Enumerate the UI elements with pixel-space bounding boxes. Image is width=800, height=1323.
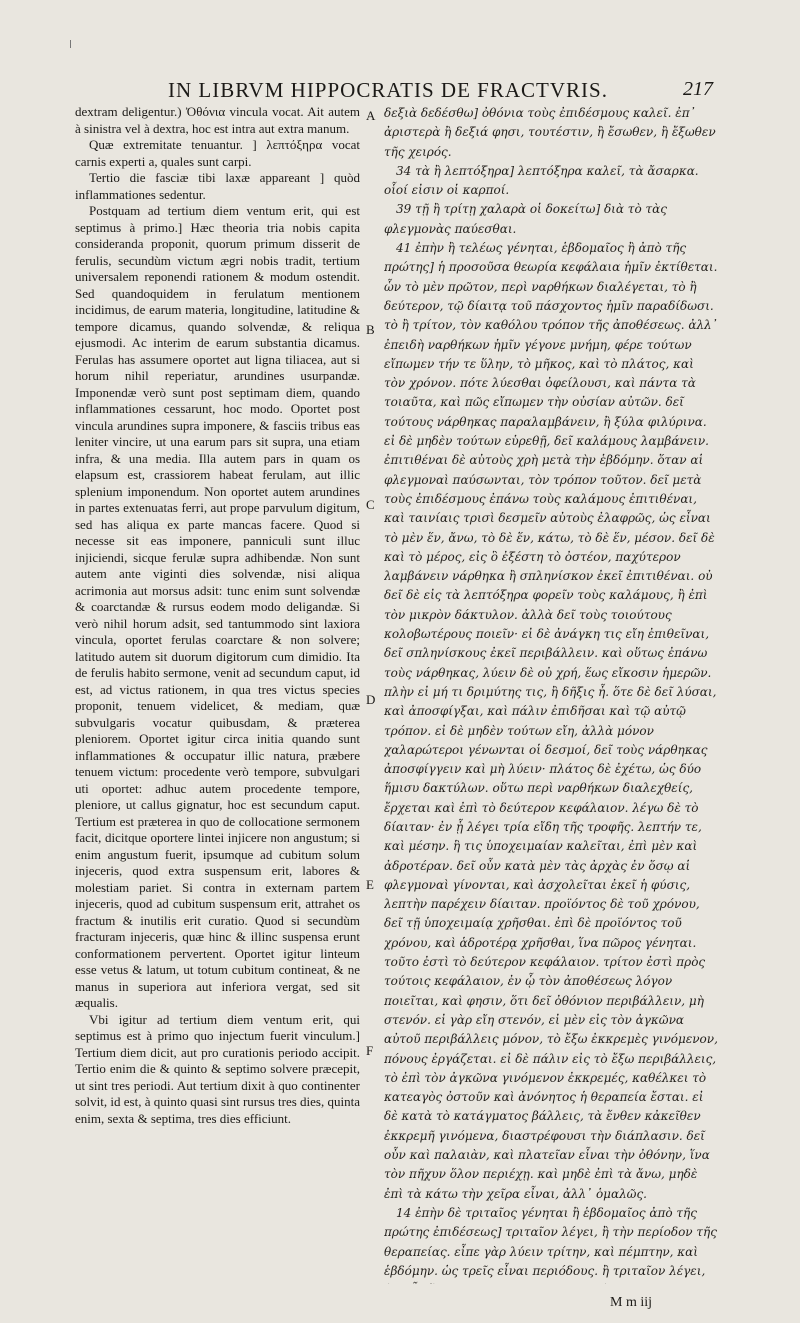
- margin-letter-c: C: [366, 497, 375, 512]
- greek-column: [384, 104, 718, 1284]
- greek-paragraph: 41 ἐπὴν ἢ τελέως γένηται, ἑβδομαῖος ἢ ἀπὸ τῆς πρώτης] ἡ προσοῦσα θεωρία κεφάλαια ἡμῖν ἐκτίθεται. ὧν τὸ μὲν πρῶτον, περὶ ναρθήκων διαλέγεται, τὸ ἢ δεύτερον, τῷ δίαιτᾳ τοῦ πάσχοντος ἡμῖν παραδίδωσι. τὸ ἢ τρίτον, τὸν καθόλου τρόπον τῆς ἀποθέσεως. ἀλλ᾽ ἐπειδὴ ναρθήκων ἡμῖν γέγονε μνήμη, φέρε τούτων εἴπωμεν τήν τε ὕλην, τὸ μῆκος, καὶ τὸ πλάτος, καὶ τὸν χρόνον. πότε λύεσθαι ὀφείλουσι, καὶ πάντα τὰ τοιαῦτα, καὶ πῶς εἴπωμεν τὴν οὐσίαν αὐτῶν. δεῖ τούτους νάρθηκας παραλαμβάνειν, ἢ ξύλα φιλύρινα. εἰ δὲ μηδὲν τούτων εὑρεθῇ, δεῖ καλάμους λαμβάνειν. ἐπιτιθέναι δὲ αὐτοὺς χρὴ μετὰ τὴν ἑβδόμην. ὅταν αἱ φλεγμοναὶ παύσωνται, τὸν τρόπον τοῦτον. δεῖ μετὰ τοὺς ἐπιδέσμους ἐπάνω τοὺς καλάμους ἐπιτιθέναι, καὶ ταινίαις τρισὶ δεσμεῖν αὐτοὺς ἐλαφρῶς, ὡς εἶναι τὸ μὲν ἕν, ἄνω, τὸ δὲ ἕν, κάτω, τὸ δὲ ἕν, μέσον. δεῖ δὲ καὶ τὸ μέρος, εἰς ὃ ἐξέστη τὸ ὀστέον, παχύτερον λαμβάνειν νάρθηκα ἢ σπληνίσκον ἐκεῖ ἐπιτιθέναι. οὐ δεῖ δὲ εἰς τὰ λεπτόξηρα φορεῖν τοὺς καλάμους, ἢ ἐπὶ τὸν μικρὸν δάκτυλον. ἀλλὰ δεῖ τοὺς τοιούτους κολοβωτέρους ποιεῖν· εἰ δὲ ἀνάγκη τις εἴη ἐπιθεῖναι, δεῖ σπληνίσκους ἐκεῖ περιβάλλειν. καὶ οὕτως ἐπάνω τοὺς νάρθηκας, λύειν δὲ οὐ χρή, ἕως εἴκοσιν ἡμερῶν. πλὴν εἰ μή τι δριμύτης τις, ἢ δῆξις ἦ. ὅτε δὲ δεῖ λύσαι, καὶ ἀποσφίγξαι, καὶ πάλιν ἐπιδῆσαι καὶ τῷ αὐτῷ τρόπον. εἰ δὲ μηδὲν τούτων εἴη, ἀλλὰ μόνον χαλαρώτεροι γένωνται οἱ δεσμοί, δεῖ τοὺς νάρθηκας ἀποσφίγγειν καὶ μὴ λύειν· πλάτος δὲ ἐχέτω, ὡς δύο ἥμισυ δακτύλων. οὕτω περὶ ναρθήκων διαλεχθείς, ἔρχεται καὶ ἐπὶ τὸ δεύτερον κεφάλαιον. λέγω δὲ τὸ δίαιταν· ἐν ᾗ λέγει τρία εἴδη τῆς τροφῆς. λεπτήν τε, καὶ μέσην. ἣ τις ὑποχειμαίαν καλεῖται, ἐπὶ μὲν καὶ ἀδροτέραν. δεῖ οὖν κατὰ μὲν τὰς ἀρχὰς ἐν ὅσῳ αἱ φλεγμοναὶ γίνονται, καὶ ἀσχολεῖται ἐκεῖ ἡ φύσις, λεπτὴν παρέχειν δίαιταν. προϊόντος δὲ τοῦ χρόνου, δεῖ τῇ ὑποχειμαίᾳ χρῆσθαι. ἐπὶ δὲ προϊόντος τοῦ χρόνου, καὶ ἁδροτέρᾳ χρῆσθαι, ἵνα πῶρος γένηται. τοῦτο ἐστὶ τὸ δεύτερον κεφάλαιον. τρίτον ἐστὶ πρὸς τούτοις κεφάλαιον, ἐν ᾧ τὸν ἀποθέσεως λόγον ποιεῖται, καὶ φησιν, ὅτι δεῖ ὀθόνιον περιβάλλειν, μὴ στενόν. εἰ γὰρ εἴη στενόν, εἰ μὲν εἰς τὸν ἀγκῶνα αὐτοῦ περιβάλλεις μόνον, τὸ ἔξω ἐκκρεμὲς γινόμενον, πόνους ἐργάζεται. εἰ δὲ πάλιν εἰς τὸ ἔξω περιβάλλεις, τὸ ἐπὶ τὸν ἀγκῶνα γινόμενον ἐκκρεμές, καθέλκει τὸ κατεαγὸς ὀστοῦν καὶ ἀνόνητος ἡ θεραπεία ἔσται. εἰ δὲ κατὰ τὸ κατάγματος βάλλεις, τὰ ἔνθεν κἀκεῖθεν ἐκκρεμῆ γινόμενα, διαστρέφουσι τὴν διάπλασιν. δεῖ οὖν καὶ παλαιὰν, καὶ πλατεῖαν εἶναι τὴν ὀθόνην, ἵνα τὸν πῆχυν ὅλον περιέχῃ. καὶ μηδὲ ἐπὶ τὰ ἄνω, μηδὲ ἐπὶ τὰ κάτω τὴν χεῖρα εἶναι, ἀλλ᾽ ὁμαλῶς.: [384, 241, 718, 1201]
- margin-letter-e: E: [366, 877, 374, 892]
- latin-paragraph: Tertio die fasciæ tibi laxæ appareant ] quòd inflammationes sedentur.: [75, 170, 360, 202]
- page-mark: [70, 40, 71, 48]
- latin-column: [75, 104, 360, 1304]
- margin-letter-d: D: [366, 692, 376, 707]
- greek-paragraph: 39 τῇ ἢ τρίτῃ χαλαρὰ οἱ δοκείτω] διὰ τὸ τὰς φλεγμονὰς παύεσθαι.: [384, 202, 667, 236]
- latin-paragraph: Vbi igitur ad tertium diem ventum erit, qui septimus est à primo quo injectum fuerit vinculum.] Tertium diem dicit, aut pro curationis periodo accipit. Tertio enim die & quinto & septimo solvere præcepit, ut sint tres periodi. Aut tertium dixit à quo continenter solvit, id est, à quinto quasi sint rursus tres dies, quinta enim, sexta & septima, tres dies efficiunt.: [75, 1011, 360, 1126]
- greek-paragraph: 14 ἐπὴν δὲ τριταῖος γένηται ἢ ἑβδομαῖος ἀπὸ τῆς πρώτης ἐπιδέσεως] τριταῖον λέγει, ἢ τὴν περίοδον τῆς θεραπείας. εἶπε γὰρ λύειν τρίτην, καὶ πέμπτην, καὶ ἑβδόμην. ὡς τρεῖς εἶναι περιόδους. ἢ τριταῖον λέγει,: [384, 1205, 717, 1278]
- margin-letter-b: B: [366, 322, 375, 337]
- margin-letter-a: A: [366, 108, 376, 123]
- running-title: IN LIBRVM HIPPOCRATIS DE FRACTVRIS.: [168, 78, 608, 102]
- latin-paragraph: Quæ extremitate tenuantur. ] λεπτόξηρα vocat carnis experti a, quales sunt carpi.: [75, 137, 360, 169]
- greek-paragraph: δεξιὰ δεδέσθω] ὀθόνια τοὺς ἐπιδέσμους καλεῖ. ἐπ᾽ ἀριστερὰ ἢ δεξιά φησι, τουτέστιν, ἢ ἔσωθεν, ἢ ἔξωθεν τῆς χειρός.: [384, 106, 716, 159]
- signature-mark: M m iij: [610, 1295, 653, 1310]
- greek-paragraph: 34 τὰ ἢ λεπτόξηρα] λεπτόξηρα καλεῖ, τὰ ἄσαρκα. οἷοί εἰσιν οἱ καρποί.: [384, 163, 699, 198]
- latin-paragraph: dextram deligentur.) Ὀθόνια vincula vocat. Ait autem à sinistra vel à dextra, hoc est intra aut extra manum.: [75, 104, 360, 136]
- margin-letter-f: F: [366, 1043, 374, 1058]
- latin-paragraph: Postquam ad tertium diem ventum erit, qui est septimus à primo.] Hæc theoria tria nobis capita considerandа proponit, quorum primum disserit de ferulis, secundùm victum ægri nobis tradit, tertium universalem reponendi rationem & modum ostendit. Sed quandoquidem in ferulatum mentionem incidimus, de earum materia, longitudine, latitudine & tempore dicamus, quando solvendæ, & reliqua ejusmodi. Ac interim de earum substantia dicamus. Ferulas has assumere oportet aut ligna tiliacea, aut si horum nihil reperiatur, arundines usurpandæ. Imponendæ verò sunt post septimam diem, quando inflammationes cessarunt, hoc modo. Oportet post vincula arundines supra imponere, & fasciis tribus eas leniter vincire, ut una earum pars sit supra, una etiam infra, & una media. Illa autem pars in quam os elapsum est, crassiorem habeat ferulam, aut illic splenium imponendum. Non oportet autem arundines in partes extenuatas ferri, aut prope parvulum digitum, sed has aliqua ex parte mancas facere. Quod si necesse sit eas imponere, panniculi sunt illuc injiciendi, sicque ferulæ supra adhibendæ. Non sunt autem ante viginti dies solvendæ, nisi aliqua acrimonia aut morsus adsit: tunc enim sunt solvendæ & coarctandæ & rursus eodem modo deligandæ. Si verò nihil horum adsit, sed tantummodo sint laxiora vincula, oportet ferulas coarctare & non solvere; latitudo autem sit duorum digitorum cum dimidio. Ita de ferulis habito sermone, venit ad secundum caput, id est, ad victus rationem, in qua tres victus species proponit, tenuem videlicet, & mediam, quæ subvulgaris vocatur quibusdam, & præterea pleniorem. Oportet igitur circa initia quando sunt inflammationes & occupatur illic natura, præbere tenuem victum: procedente verò tempore, subvulgari uti oportet: adhuc autem procedente tempore, pleniore, ut callus gignatur, hoc est secundum caput. Tertium est præterea in quo de collocatione sermonem facit, dicitque oportere lintei injicere non angustum; si enim angustum fuerit, ipsumque ad cubitum solum injeceris, quod extra suspensum erit, labores & molestiam pariet. Si contra in externam partem injeceris, quod ad cubitum suspensum erit, attrahet os fractum & inutilis erit curatio. Quod si secundùm fracturam injeceris, quæ hinc & illinc suspensa erunt conformationem pervertent. Oportet igitur linteum esse vetus & latum, ut totum cubitum contineat, & ne manus in superiora aut inferiora vergat, sed sit æqualis.: [75, 203, 360, 1010]
- page-number: 217: [683, 78, 713, 100]
